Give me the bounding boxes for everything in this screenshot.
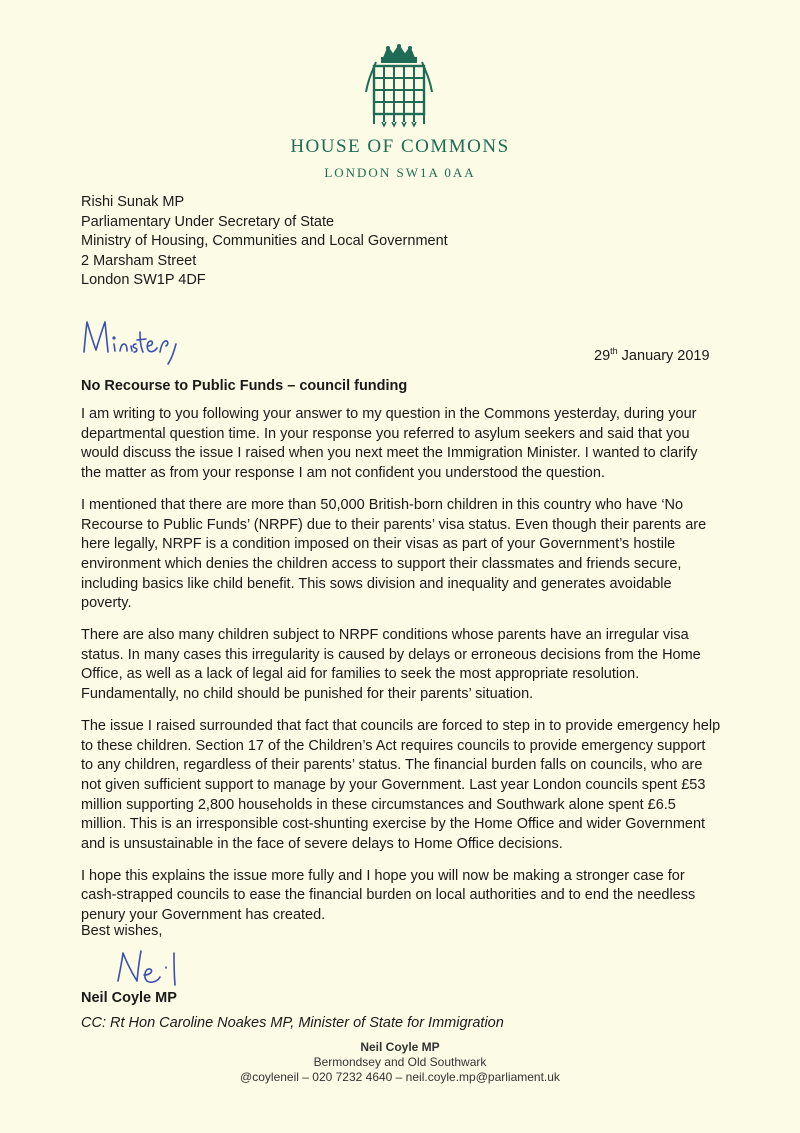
portcullis-icon: [362, 44, 436, 128]
letter-body: [81, 405, 721, 938]
institution-name: HOUSE OF COMMONS: [290, 136, 510, 157]
body-paragraph: The issue I raised surrounded that fact that councils are forced to step in to provide emergency help to these children. Section 17 of the Children’s Act requires councils to provide emergency support to any children, regardless of their parents’ status. The financial burden falls on councils, who are not given sufficient support to manage by your Government. Last year London councils spent £53 million supporting 2,800 households in these circumstances and Southwark alone spent £6.5 million. This is an irresponsible cost-shunting exercise by the Home Office and wider Government and is unsustainable in the face of severe delays to Home Office decisions.: [81, 717, 721, 853]
handwritten-salutation: [80, 318, 195, 368]
body-paragraph: There are also many children subject to NRPF conditions whose parents have an irregular visa status. In many cases this irregularity is caused by delays or erroneous decisions from the Home Office, as well as a lack of legal aid for families to seek the most appropriate resolution. Fundamentally, no child should be punished for their parents’ situation.: [81, 627, 701, 703]
footer-contact: @coyleneil – 020 7232 4640 – neil.coyle.mp@parliament.uk: [240, 1070, 560, 1084]
recipient-line: Ministry of Housing, Communities and Local Government: [81, 233, 448, 249]
letter-subject: No Recourse to Public Funds – council funding: [81, 378, 408, 394]
date-suffix: th: [610, 346, 618, 356]
body-paragraph: I hope this explains the issue more fully and I hope you will now be making a stronger case for cash-strapped councils to ease the financial burden on local authorities and to end the needless penury your Government has created.: [81, 867, 696, 924]
closing-line: Best wishes,: [81, 923, 163, 939]
date-day: 29: [594, 347, 611, 364]
handwritten-signature: [114, 945, 192, 991]
body-paragraph: I am writing to you following your answer to my question in the Commons yesterday, during your departmental question time. In your response you referred to asylum seekers and said that you would discuss the issue I raised when you next meet the Immigration Minister. I wanted to clarify the matter as from your response I am not confident you understood the question.: [81, 406, 698, 482]
footer-name: Neil Coyle MP: [360, 1040, 440, 1054]
recipient-line: 2 Marsham Street: [81, 252, 197, 269]
recipient-line: Parliamentary Under Secretary of State: [81, 213, 335, 230]
letter-date: [594, 346, 710, 364]
signer-name: Neil Coyle MP: [81, 990, 177, 1006]
recipient-address: [81, 193, 448, 291]
institution-address: LONDON SW1A 0AA: [324, 165, 476, 180]
footer-constituency: Bermondsey and Old Southwark: [313, 1055, 487, 1069]
recipient-line: Rishi Sunak MP: [81, 194, 185, 210]
body-paragraph: I mentioned that there are more than 50,000 British-born children in this country who have ‘No Recourse to Public Funds’ (NRPF) due to their parents’ visa status. Even though their parents are here legally, NRPF is a condition imposed on their visas as part of your Government’s hostile environment which denies the children access to support their classmates and friends secure, including basics like child benefit. This sows division and inequality and generates avoidable poverty.: [81, 496, 707, 612]
recipient-line: London SW1P 4DF: [81, 272, 206, 288]
date-month-year: January 2019: [617, 347, 710, 364]
letter-footer: [0, 1040, 800, 1085]
cc-line: CC: Rt Hon Caroline Noakes MP, Minister of State for Immigration: [81, 1015, 504, 1031]
